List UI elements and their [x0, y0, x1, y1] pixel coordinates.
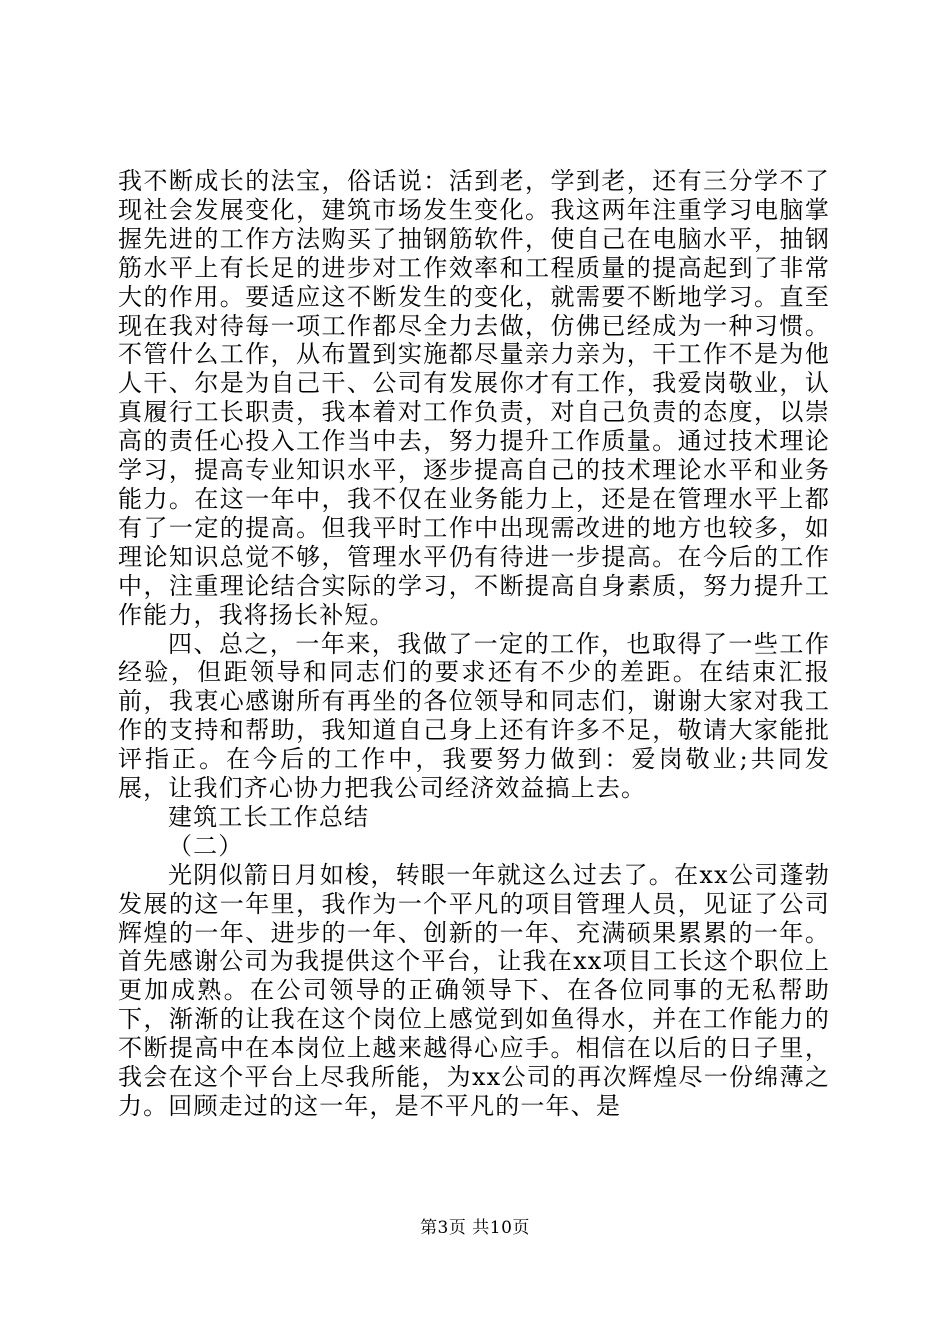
paragraph-2: 四、总之，一年来，我做了一定的工作，也取得了一些工作经验，但距领导和同志们的要求还有不少的差距。在结束汇报前，我衷心感谢所有再坐的各位领导和同志们，谢谢大家对我工作的支持和帮助，我知道自己身上还有许多不足，敬请大家能批评指正。在今后的工作中，我要努力做到：爱岗敬业;共同发展，让我们齐心协力把我公司经济效益搞上去。: [118, 629, 830, 803]
section-number: （二）: [168, 831, 244, 860]
page-footer: [0, 1218, 950, 1238]
paragraph-3: 光阴似箭日月如梭，转眼一年就这么过去了。在xx公司蓬勃发展的这一年里，我作为一个平凡的项目管理人员，见证了公司辉煌的一年、进步的一年、创新的一年、充满硕果累累的一年。首先感谢公司为我提供这个平台，让我在xx项目工长这个职位上更加成熟。在公司领导的正确领导下、在各位同事的无私帮助下，渐渐的让我在这个岗位上感觉到如鱼得水，并在工作能力的不断提高中在本岗位上越来越得心应手。相信在以后的日子里，我会在这个平台上尽我所能，为xx公司的再次辉煌尽一份绵薄之力。回顾走过的这一年，是不平凡的一年、是: [118, 860, 830, 1120]
page-number: 第3页 共10页: [420, 1218, 530, 1238]
paragraph-1: 我不断成长的法宝，俗话说：活到老，学到老，还有三分学不了现社会发展变化，建筑市场发生变化。我这两年注重学习电脑掌握先进的工作方法购买了抽钢筋软件，使自己在电脑水平，抽钢筋水平上有长足的进步对工作效率和工程质量的提高起到了非常大的作用。要适应这不断发生的变化，就需要不断地学习。直至现在我对待每一项工作都尽全力去做，仿佛已经成为一种习惯。不管什么工作，从布置到实施都尽量亲力亲为，干工作不是为他人干、尔是为自己干、公司有发展你才有工作，我爱岗敬业，认真履行工长职责，我本着对工作负责，对自己负责的态度，以崇高的责任心投入工作当中去，努力提升工作质量。通过技术理论学习，提高专业知识水平，逐步提高自己的技术理论水平和业务能力。在这一年中，我不仅在业务能力上，还是在管理水平上都有了一定的提高。但我平时工作中出现需改进的地方也较多，如理论知识总觉不够，管理水平仍有待进一步提高。在今后的工作中，注重理论结合实际的学习，不断提高自身素质，努力提升工作能力，我将扬长补短。: [118, 167, 830, 629]
document-body: [118, 167, 830, 1121]
section-title: 建筑工长工作总结: [168, 802, 370, 831]
